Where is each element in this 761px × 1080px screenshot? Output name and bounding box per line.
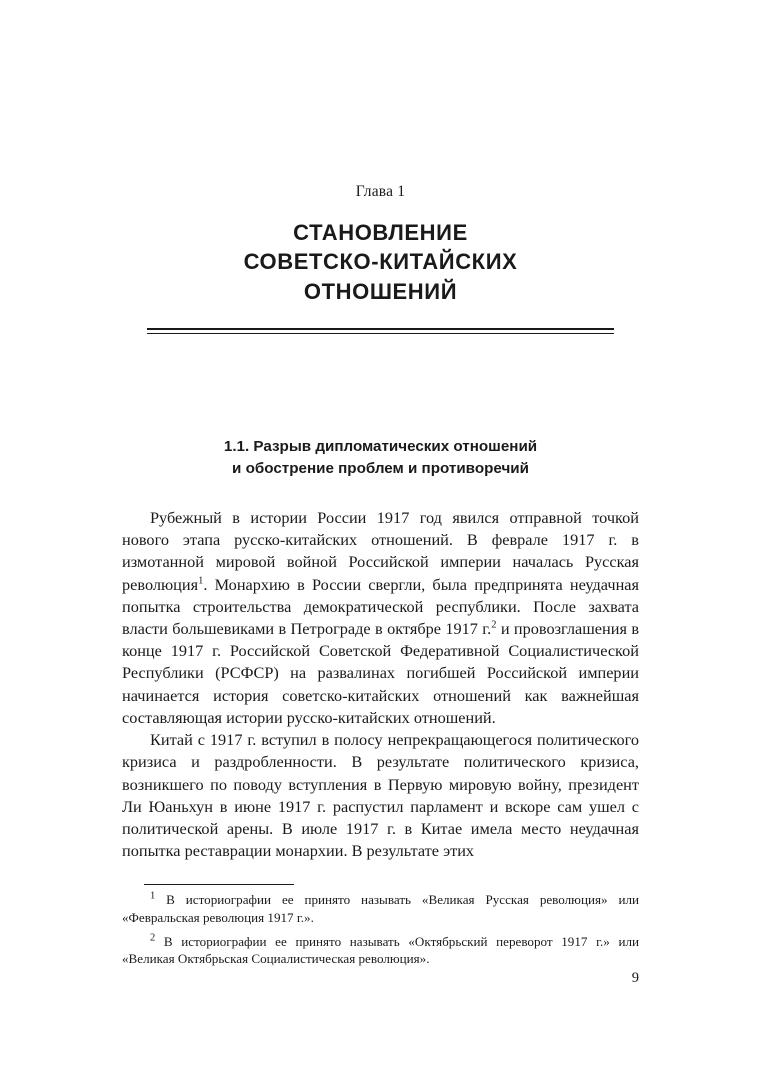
divider-thin-rule — [147, 333, 614, 334]
chapter-title — [122, 218, 639, 306]
section-heading — [122, 436, 639, 480]
footnote-1 — [122, 891, 639, 927]
section-heading-line-1: 1.1. Разрыв дипломатических отношений — [223, 437, 538, 455]
divider-thick-rule — [147, 328, 614, 330]
footnote-2 — [122, 933, 639, 969]
footnote-2-marker: 2 — [150, 932, 156, 944]
footnote-1-body — [122, 891, 639, 927]
page-content — [122, 0, 639, 863]
page-number: 9 — [631, 970, 639, 986]
chapter-title-line-1: СТАНОВЛЕНИЕ — [293, 220, 468, 245]
footnote-marker-1[interactable]: 1 — [198, 575, 204, 587]
section-heading-line-2: и обострение проблем и противоречий — [232, 459, 529, 477]
paragraph-1-text-b: . Монархию в России свергли, была предпринята неудачная попытка строительства демократической республики. После захвата власти большевиками в Петрограде в октябре 1917 г. — [122, 574, 639, 638]
chapter-title-line-3: ОТНОШЕНИЙ — [303, 278, 458, 304]
footnote-separator-rule — [144, 884, 294, 885]
title-divider — [147, 328, 614, 334]
footnote-2-text: В историографии ее принято называть «Октябрьский переворот 1917 г.» или «Великая Октябрьская Социалистическая революция». — [122, 933, 639, 967]
chapter-label: Глава 1 — [355, 183, 406, 200]
footnote-1-marker: 1 — [150, 890, 156, 902]
footnote-2-body — [122, 933, 639, 969]
paragraph-1-text-c: и провозглашения в конце 1917 г. Российской Советской Федеративной Социалистической Республики (РСФСР) на развалинах погибшей Российской империи начинается история советско-китайских отношений как важнейшая составляющая истории русско-китайских отношений. — [122, 618, 640, 727]
paragraph-1 — [122, 507, 639, 729]
chapter-title-line-2: СОВЕТСКО-КИТАЙСКИХ — [243, 249, 518, 275]
footnote-1-text: В историографии ее принято называть «Великая Русская революция» или «Февральская революция 1917 г.». — [122, 892, 639, 925]
footnote-marker-2[interactable]: 2 — [491, 619, 497, 631]
paragraph-1-text-a: Рубежный в истории России 1917 год явился отправной точкой нового этапа русско-китайских отношений. В феврале 1917 г. в измотанной мировой войной Российской империи началась Русская революция — [122, 507, 639, 594]
footnote-area — [122, 884, 639, 968]
body-text — [122, 507, 639, 863]
paragraph-2: Китай с 1917 г. вступил в полосу непрекращающегося политического кризиса и раздробленности. В результате политического кризиса, возникшего по поводу вступления в Первую мировую войну, президент Ли Юаньхун в июне 1917 г. распустил парламент и вскоре сам ушел с политической арены. В июле 1917 г. в Китае имела место неудачная попытка реставрации монархии. В результате этих — [122, 730, 639, 861]
